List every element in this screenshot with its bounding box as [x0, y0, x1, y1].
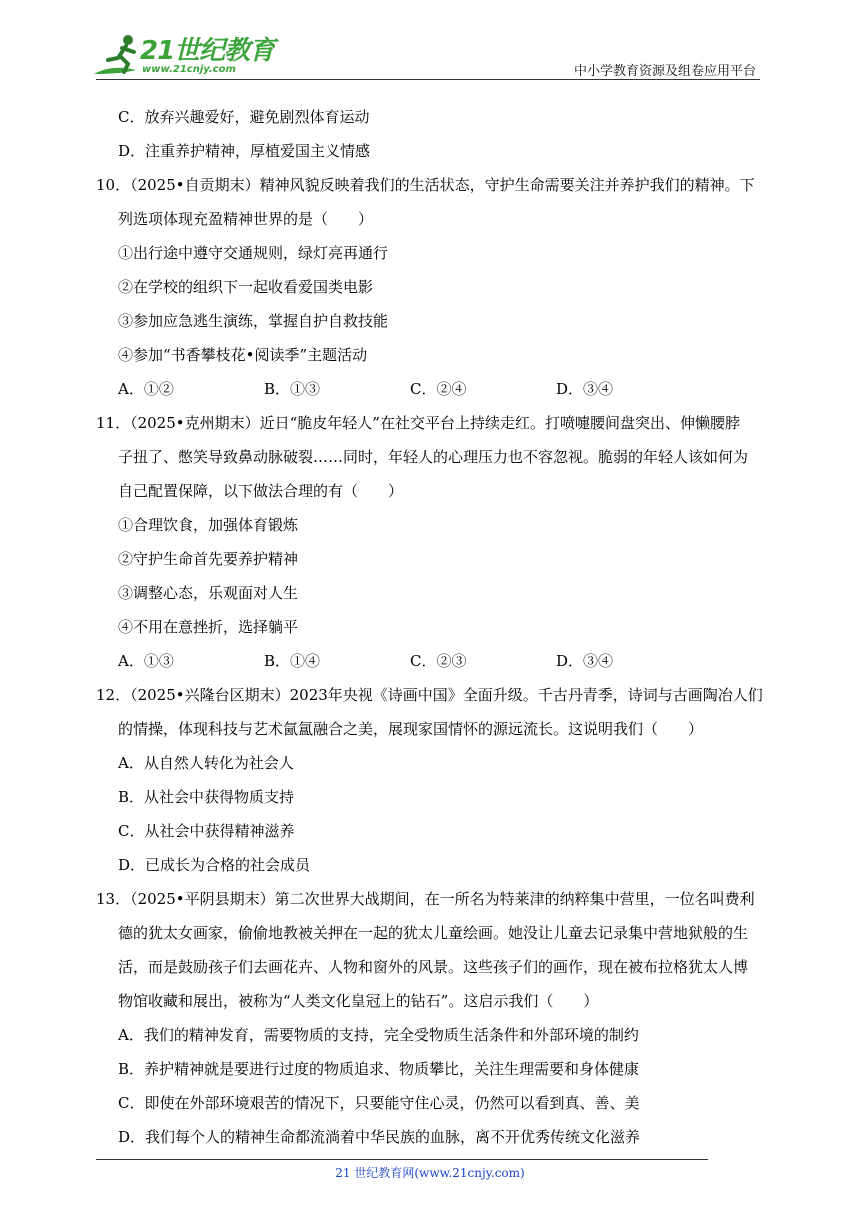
page-header	[0, 0, 860, 80]
q11-option-c: C．②③	[410, 652, 467, 670]
q10-option-c: C．②④	[410, 380, 467, 398]
q11-stem-cont: 自己配置保障，以下做法合理的有（ ）	[118, 482, 404, 500]
q10-item: ④参加“书香攀枝花•阅读季”主题活动	[118, 346, 368, 364]
q13-stem: 13．（2025•平阴县期末）第二次世界大战期间，在一所名为特莱津的纳粹集中营里，一位名叫费利	[96, 890, 755, 908]
q10-stem-cont: 列选项体现充盈精神世界的是（ ）	[118, 210, 374, 228]
q10-stem: 10．（2025•自贡期末）精神风貌反映着我们的生活状态，守护生命需要关注并养护我们的精神。下	[96, 176, 755, 194]
q11-option-b: B．①④	[264, 652, 321, 670]
platform-name: 中小学教育资源及组卷应用平台	[573, 64, 756, 79]
q10-item: ①出行途中遵守交通规则，绿灯亮再通行	[118, 244, 389, 262]
q10-option-d: D．③④	[556, 380, 614, 398]
q11-item: ④不用在意挫折，选择躺平	[118, 618, 299, 636]
q13-option-b: B．养护精神就是要进行过度的物质追求、物质攀比，关注生理需要和身体健康	[118, 1060, 640, 1078]
q9-option-d: D．注重养护精神，厚植爱国主义情感	[118, 142, 371, 160]
q13-option-a: A．我们的精神发育，需要物质的支持，完全受物质生活条件和外部环境的制约	[118, 1026, 639, 1044]
q13-stem-cont: 物馆收藏和展出，被称为“人类文化皇冠上的钻石”。这启示我们（ ）	[118, 992, 599, 1010]
q12-stem: 12．（2025•兴隆台区期末）2023年央视《诗画中国》全面升级。千古丹青季，诗词与古画陶冶人们	[96, 686, 763, 704]
q12-option-b: B．从社会中获得物质支持	[118, 788, 295, 806]
q13-option-d: D．我们每个人的精神生命都流淌着中华民族的血脉，离不开优秀传统文化滋养	[118, 1128, 641, 1146]
question-content	[96, 100, 762, 1154]
q10-option-b: B．①③	[264, 380, 321, 398]
q12-option-a: A．从自然人转化为社会人	[118, 754, 294, 772]
q9-option-c: C．放弃兴趣爱好，避免剧烈体育运动	[118, 108, 370, 126]
q11-stem: 11．（2025•克州期末）近日“脆皮年轻人”在社交平台上持续走红。打喷嚏腰间盘突出、伸懒腰脖	[96, 414, 740, 432]
q11-item: ②守护生命首先要养护精神	[118, 550, 299, 568]
q11-item: ③调整心态，乐观面对人生	[118, 584, 299, 602]
q11-option-d: D．③④	[556, 652, 614, 670]
q11-options	[96, 644, 762, 678]
logo-url: www.21cnjy.com	[142, 64, 236, 75]
q12-stem-cont: 的情操，体现科技与艺术氤氲融合之美，展现家国情怀的源远流长。这说明我们（ ）	[118, 720, 704, 738]
footer-link[interactable]: 21 世纪教育网(www.21cnjy.com)	[335, 1166, 525, 1180]
q11-item: ①合理饮食，加强体育锻炼	[118, 516, 299, 534]
logo-text: 21世纪教育	[140, 36, 275, 66]
q13-stem-cont: 德的犹太女画家，偷偷地教被关押在一起的犹太儿童绘画。她没让儿童去记录集中营地狱般的生	[118, 924, 749, 942]
q10-item: ③参加应急逃生演练，掌握自护自救技能	[118, 312, 389, 330]
q12-option-d: D．已成长为合格的社会成员	[118, 856, 311, 874]
footer-divider	[96, 1159, 708, 1160]
q11-option-a: A．①③	[118, 652, 174, 670]
q11-stem-cont: 子扭了、憋笑导致鼻动脉破裂……同时，年轻人的心理压力也不容忽视。脆弱的年轻人该如何为	[118, 448, 749, 466]
q13-option-c: C．即使在外部环境艰苦的情况下，只要能守住心灵，仍然可以看到真、善、美	[118, 1094, 640, 1112]
q10-item: ②在学校的组织下一起收看爱国类电影	[118, 278, 374, 296]
q12-option-c: C．从社会中获得精神滋养	[118, 822, 295, 840]
q10-options	[96, 372, 762, 406]
q10-option-a: A．①②	[118, 380, 174, 398]
q13-stem-cont: 活，而是鼓励孩子们去画花卉、人物和窗外的风景。这些孩子们的画作，现在被布拉格犹太人博	[118, 958, 749, 976]
header-divider	[96, 79, 760, 80]
